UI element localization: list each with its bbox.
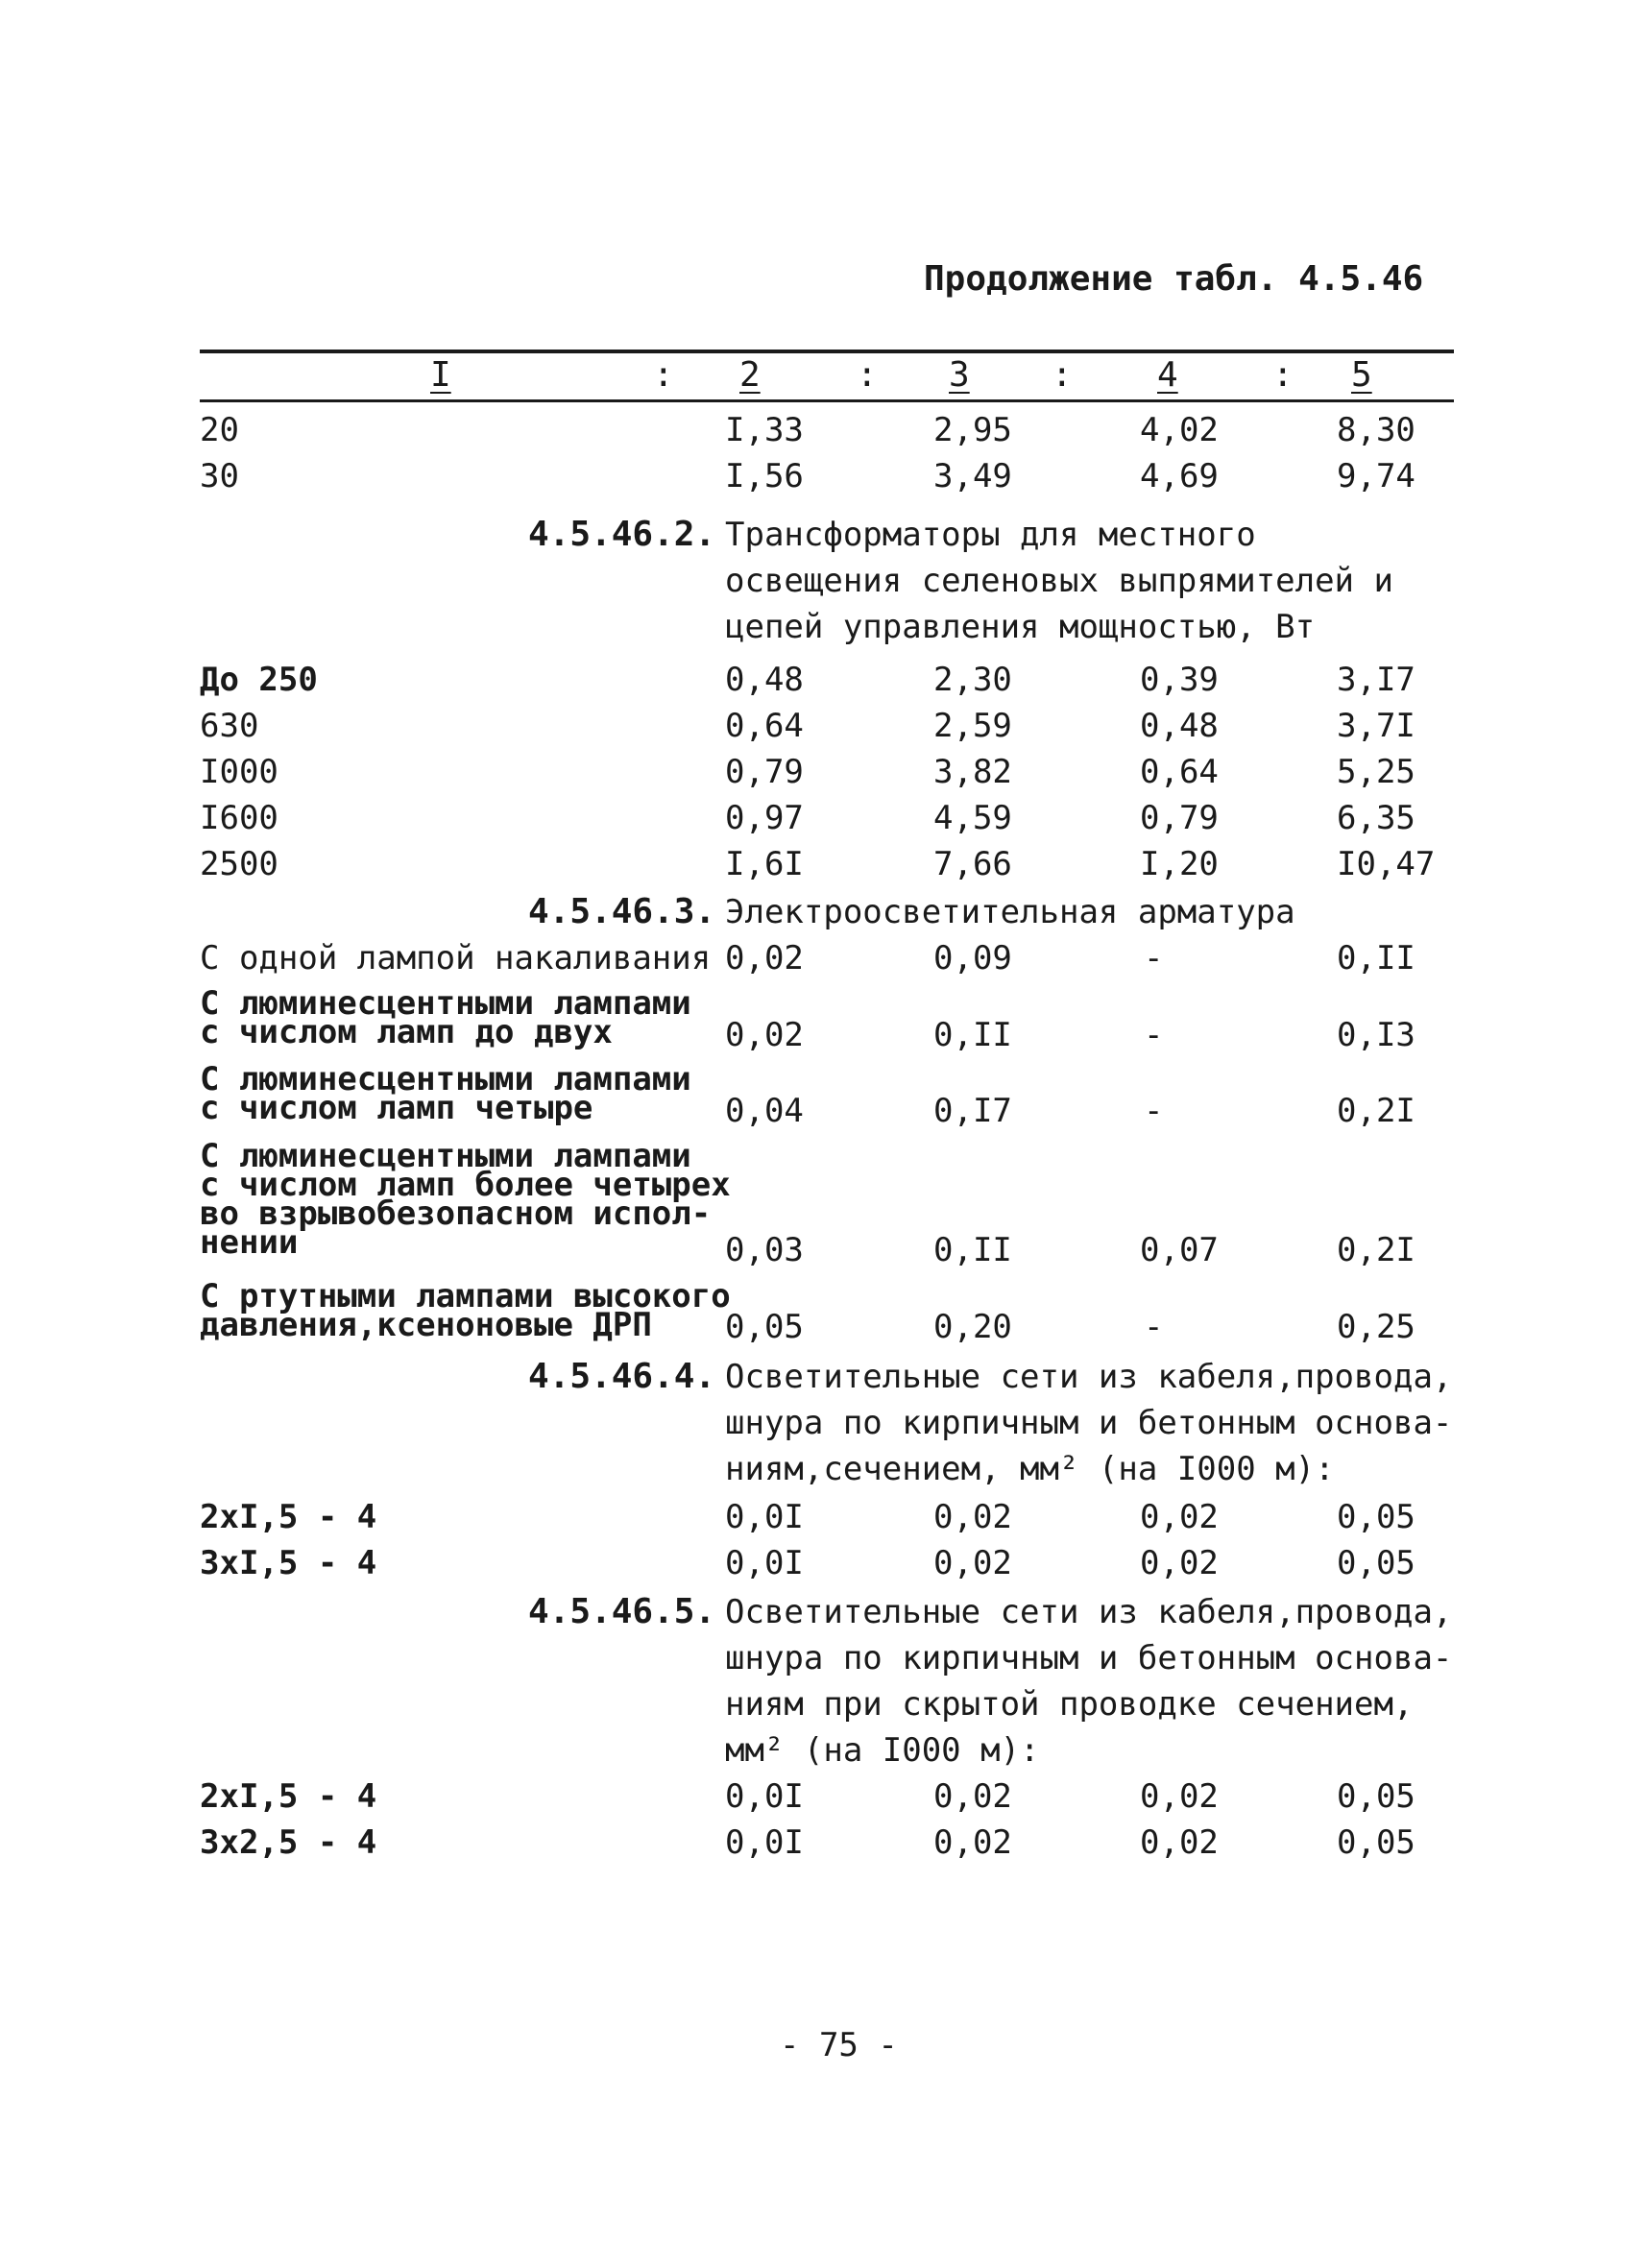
section-number: 4.5.46.4. [528,1357,716,1396]
cell-col-5: 0,05 [1337,1498,1415,1536]
cell-col-2: 0,0I [725,1777,804,1816]
cell-col-2: 0,0I [725,1544,804,1582]
table-row [0,749,1645,795]
section-title-line: освещения селеновых выпрямителей и [725,562,1393,600]
cell-col-4: 0,02 [1140,1823,1219,1862]
cell-col-3: 0,II [933,1016,1012,1054]
cell-col-2: I,6I [725,845,804,883]
row-label: 3x2,5 - 4 [200,1823,377,1862]
row-label: I600 [200,799,278,837]
cell-col-3: 3,82 [933,753,1012,791]
row-label-line: с числом ламп четыре [200,1089,593,1127]
table-row [0,407,1645,453]
table-row [0,1773,1645,1820]
row-label: С одной лампой накаливания [200,939,712,977]
row-label-line: с числом ламп более четырех [200,1166,731,1204]
table-row [0,1494,1645,1540]
cell-col-4: 0,02 [1140,1498,1219,1536]
section-title-line: Осветительные сети из кабеля,провода, [725,1358,1453,1396]
table-row [0,795,1645,841]
cell-col-4: 0,48 [1140,707,1219,745]
table-row [0,841,1645,887]
cell-col-5: 0,25 [1337,1308,1415,1346]
table-row [0,1223,1645,1273]
section-title-line: шнура по кирпичным и бетонным основа- [725,1404,1453,1442]
cell-col-3: 4,59 [933,799,1012,837]
cell-col-3: 0,02 [933,1777,1012,1816]
cell-col-5: 0,05 [1337,1777,1415,1816]
cell-col-4: - [1144,1016,1164,1054]
section-number: 4.5.46.2. [528,515,716,554]
section-title [725,1589,1452,1773]
cell-col-5: 3,7I [1337,707,1415,745]
cell-col-4: 0,64 [1140,753,1219,791]
table-row [0,1088,1645,1134]
row-label: 20 [200,411,239,449]
cell-col-4: - [1144,1308,1164,1346]
cell-col-4: 4,02 [1140,411,1219,449]
row-label-line: С ртутными лампами высокого [200,1277,731,1315]
header-col-1: I [430,355,451,395]
row-label: 30 [200,457,239,495]
cell-col-2: 0,04 [725,1092,804,1130]
table-row [0,703,1645,749]
section-title-line: мм² (на I000 м): [725,1731,1040,1770]
cell-col-5: 0,05 [1337,1544,1415,1582]
cell-col-5: 9,74 [1337,457,1415,495]
row-label: 2500 [200,845,278,883]
cell-col-2: 0,79 [725,753,804,791]
cell-col-3: 0,20 [933,1308,1012,1346]
cell-col-3: 0,02 [933,1823,1012,1862]
section-title-line: цепей управления мощностью, Вт [725,608,1316,646]
cell-col-4: - [1144,1092,1164,1130]
row-label: 2xI,5 - 4 [200,1777,377,1816]
cell-col-2: 0,97 [725,799,804,837]
section-title-line: ниям,сечением, мм² (на I000 м): [725,1450,1335,1488]
cell-col-5: 0,I3 [1337,1016,1415,1054]
cell-col-5: I0,47 [1337,845,1436,883]
cell-col-4: 0,02 [1140,1544,1219,1582]
row-label: 3xI,5 - 4 [200,1544,377,1582]
cell-col-3: 0,02 [933,1544,1012,1582]
header-rule-top [200,350,1454,353]
header-sep: : [1052,355,1073,395]
table-row [0,1820,1645,1866]
cell-col-3: 0,I7 [933,1092,1012,1130]
cell-col-3: 2,59 [933,707,1012,745]
section-title-line: Трансформаторы для местного [725,516,1256,554]
cell-col-2: 0,05 [725,1308,804,1346]
row-label-line: давления,ксеноновые ДРП [200,1306,652,1344]
cell-col-3: 0,09 [933,939,1012,977]
cell-col-2: 0,64 [725,707,804,745]
row-label: До 250 [200,661,318,699]
section-number: 4.5.46.5. [528,1592,716,1631]
row-label-line: С люминесцентными лампами [200,1060,691,1098]
section-title-line: шнура по кирпичным и бетонным основа- [725,1639,1453,1677]
header-col-5: 5 [1351,355,1372,395]
cell-col-5: 0,II [1337,939,1415,977]
cell-col-4: I,20 [1140,845,1219,883]
cell-col-5: 5,25 [1337,753,1415,791]
cell-col-2: 0,48 [725,661,804,699]
header-col-3: 3 [949,355,970,395]
cell-col-2: I,56 [725,457,804,495]
row-label-line: нении [200,1223,299,1262]
page-number: - 75 - [780,2026,898,2064]
table-caption: Продолжение табл. 4.5.46 [924,259,1424,299]
cell-col-2: 0,0I [725,1498,804,1536]
header-rule-bottom [200,399,1454,402]
cell-col-5: 8,30 [1337,411,1415,449]
section-title-line: Осветительные сети из кабеля,провода, [725,1593,1453,1631]
header-col-4: 4 [1157,355,1178,395]
cell-col-2: I,33 [725,411,804,449]
cell-col-3: 7,66 [933,845,1012,883]
row-label-line: во взрывобезопасном испол- [200,1194,712,1233]
cell-col-2: 0,02 [725,1016,804,1054]
row-label: 630 [200,707,259,745]
cell-col-2: 0,0I [725,1823,804,1862]
cell-col-5: 0,2I [1337,1231,1415,1269]
header-sep: : [653,355,674,395]
cell-col-5: 6,35 [1337,799,1415,837]
cell-col-4: 0,79 [1140,799,1219,837]
cell-col-3: 0,02 [933,1498,1012,1536]
cell-col-5: 0,05 [1337,1823,1415,1862]
section-title-line: ниям при скрытой проводке сечением, [725,1685,1414,1724]
table-row [0,1304,1645,1350]
table-row [0,657,1645,703]
row-label-line: с числом ламп до двух [200,1013,613,1051]
cell-col-5: 0,2I [1337,1092,1415,1130]
table-row [0,935,1645,981]
section-title [725,512,1393,650]
header-sep: : [1272,355,1294,395]
cell-col-2: 0,02 [725,939,804,977]
cell-col-4: 0,02 [1140,1777,1219,1816]
section-title [725,889,1295,935]
cell-col-4: 0,39 [1140,661,1219,699]
cell-col-4: 0,07 [1140,1231,1219,1269]
cell-col-4: - [1144,939,1164,977]
row-label-line: С люминесцентными лампами [200,1137,691,1175]
cell-col-3: 2,30 [933,661,1012,699]
section-title-line: Электроосветительная арматура [725,893,1295,931]
cell-col-3: 0,II [933,1231,1012,1269]
row-label-line: С люминесцентными лампами [200,984,691,1023]
table-row [0,1540,1645,1586]
row-label: I000 [200,753,278,791]
header-col-2: 2 [739,355,761,395]
cell-col-4: 4,69 [1140,457,1219,495]
row-label: 2xI,5 - 4 [200,1498,377,1536]
section-title [725,1354,1452,1492]
cell-col-3: 2,95 [933,411,1012,449]
section-number: 4.5.46.3. [528,892,716,931]
cell-col-2: 0,03 [725,1231,804,1269]
cell-col-3: 3,49 [933,457,1012,495]
table-row [0,1012,1645,1058]
header-sep: : [857,355,878,395]
table-row [0,453,1645,499]
cell-col-5: 3,I7 [1337,661,1415,699]
